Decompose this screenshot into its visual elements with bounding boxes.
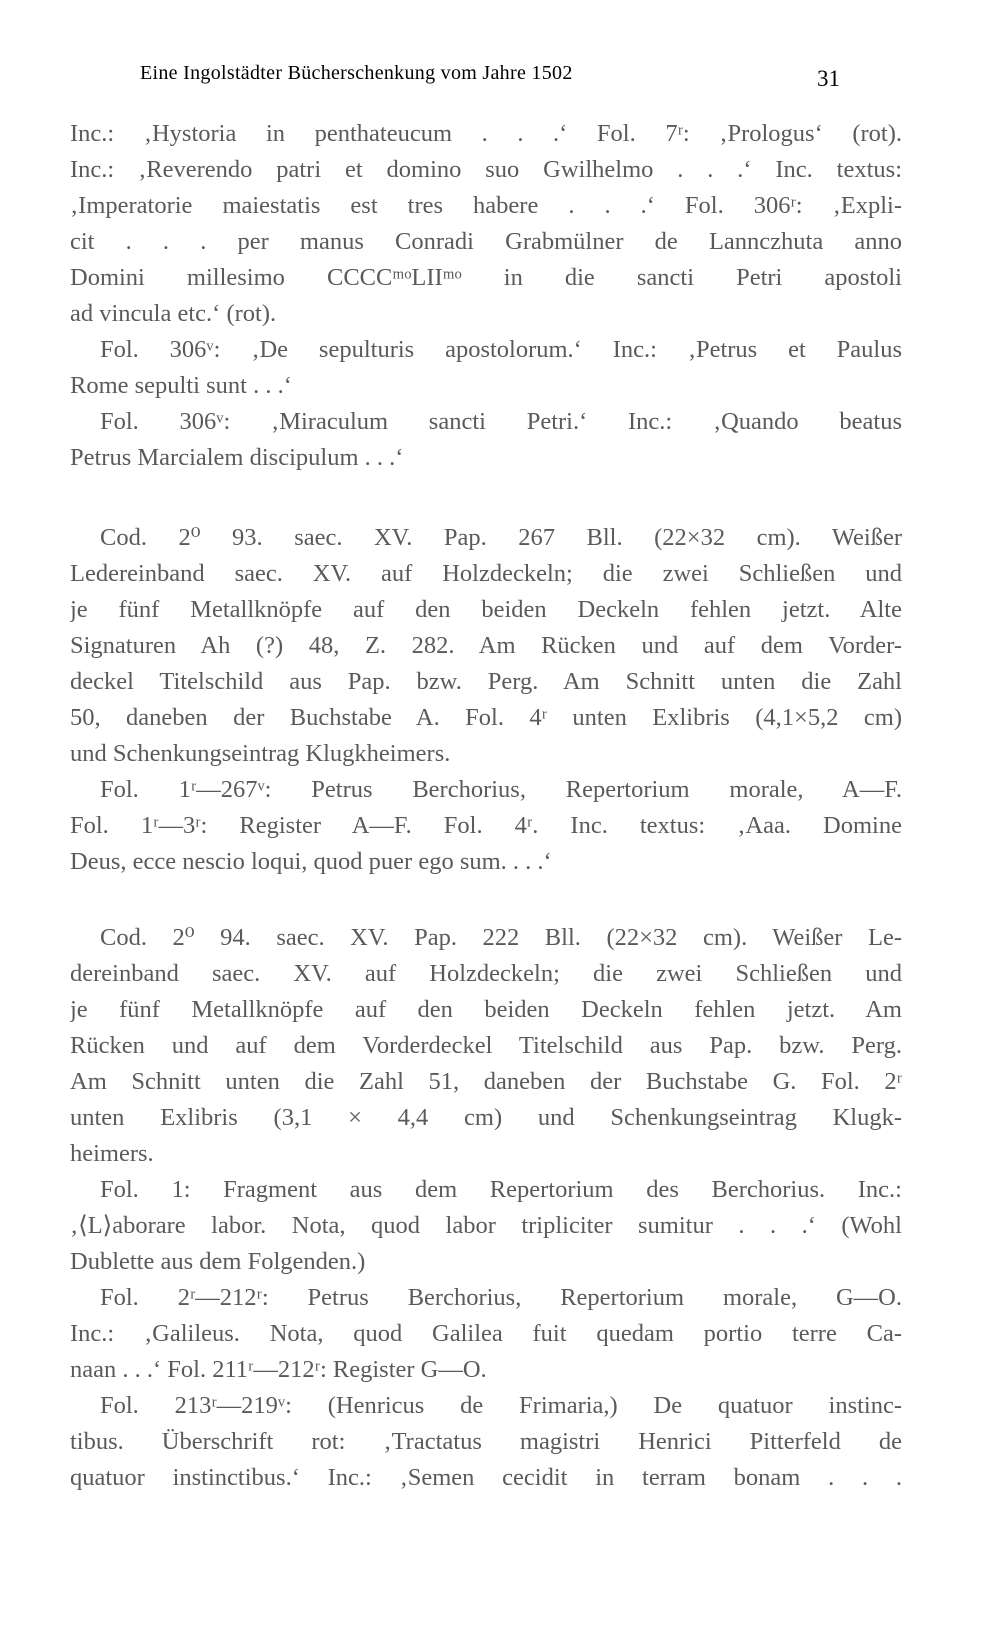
- text-line: Inc.: ‚Hystoria in penthateucum . . .‘ Fol. 7ʳ: ‚Prologus‘ (rot).: [70, 120, 902, 147]
- text-line: Inc.: ‚Reverendo patri et domino suo Gwilhelmo . . .‘ Inc. textus:: [70, 156, 902, 183]
- text-line: Fol. 1ʳ—267ᵛ: Petrus Berchorius, Repertorium morale, A—F.: [100, 776, 902, 803]
- text-line: tibus. Überschrift rot: ‚Tractatus magistri Henrici Pitterfeld de: [70, 1428, 902, 1455]
- text-line: Inc.: ‚Galileus. Nota, quod Galilea fuit quedam portio terre Ca-: [70, 1320, 902, 1347]
- text-line: Deus, ecce nescio loqui, quod puer ego sum. . . .‘: [70, 848, 552, 875]
- text-line: Rome sepulti sunt . . .‘: [70, 372, 292, 399]
- text-line: Fol. 213ʳ—219ᵛ: (Henricus de Frimaria,) De quatuor instinc-: [100, 1392, 902, 1419]
- running-header: [140, 62, 840, 98]
- text-line: ‚Imperatorie maiestatis est tres habere . . .‘ Fol. 306ʳ: ‚Expli-: [70, 192, 902, 219]
- text-line: 50, daneben der Buchstabe A. Fol. 4ʳ unten Exlibris (4,1×5,2 cm): [70, 704, 902, 731]
- text-line: Petrus Marcialem discipulum . . .‘: [70, 444, 404, 471]
- manuscript-entry-continuation: [70, 116, 902, 476]
- text-line: Ledereinband saec. XV. auf Holzdeckeln; die zwei Schließen und: [70, 560, 902, 587]
- text-line: naan . . .‘ Fol. 211ʳ—212ʳ: Register G—O.: [70, 1356, 487, 1383]
- text-line: Fol. 306ᵛ: ‚Miraculum sancti Petri.‘ Inc.: ‚Quando beatus: [100, 408, 902, 435]
- text-line: heimers.: [70, 1140, 154, 1167]
- text-line: Domini millesimo CCCCᵐᵒLIIᵐᵒ in die sancti Petri apostoli: [70, 264, 902, 291]
- text-line: Rücken und auf dem Vorderdeckel Titelschild aus Pap. bzw. Perg.: [70, 1032, 902, 1059]
- text-line: dereinband saec. XV. auf Holzdeckeln; die zwei Schließen und: [70, 960, 902, 987]
- text-line: Signaturen Ah (?) 48, Z. 282. Am Rücken und auf dem Vorder-: [70, 632, 902, 659]
- text-line: unten Exlibris (3,1 × 4,4 cm) und Schenkungseintrag Klugk-: [70, 1104, 902, 1131]
- text-line: Cod. 2⁰ 94. saec. XV. Pap. 222 Bll. (22×32 cm). Weißer Le-: [100, 924, 902, 951]
- text-line: deckel Titelschild aus Pap. bzw. Perg. Am Schnitt unten die Zahl: [70, 668, 902, 695]
- text-line: cit . . . per manus Conradi Grabmülner de Lannczhuta anno: [70, 228, 902, 255]
- text-line: Fol. 306ᵛ: ‚De sepulturis apostolorum.‘ Inc.: ‚Petrus et Paulus: [100, 336, 902, 363]
- text-line: ad vincula etc.‘ (rot).: [70, 300, 277, 327]
- text-line: Fol. 1: Fragment aus dem Repertorium des Berchorius. Inc.:: [100, 1176, 902, 1203]
- text-line: quatuor instinctibus.‘ Inc.: ‚Semen cecidit in terram bonam . . .: [70, 1464, 902, 1491]
- text-line: Cod. 2⁰ 93. saec. XV. Pap. 267 Bll. (22×32 cm). Weißer: [100, 524, 902, 551]
- running-title: Eine Ingolstädter Bücherschenkung vom Jahre 1502: [140, 62, 573, 84]
- text-line: Dublette aus dem Folgenden.): [70, 1248, 366, 1275]
- text-line: Fol. 2ʳ—212ʳ: Petrus Berchorius, Repertorium morale, G—O.: [100, 1284, 902, 1311]
- text-line: ‚⟨L⟩aborare labor. Nota, quod labor tripliciter sumitur . . .‘ (Wohl: [70, 1212, 902, 1239]
- text-line: Fol. 1ʳ—3ʳ: Register A—F. Fol. 4ʳ. Inc. textus: ‚Aaa. Domine: [70, 812, 902, 839]
- text-line: je fünf Metallknöpfe auf den beiden Deckeln fehlen jetzt. Alte: [70, 596, 902, 623]
- manuscript-entry-cod-94: [70, 920, 902, 1496]
- manuscript-entry-cod-93: [70, 520, 902, 880]
- text-line: je fünf Metallknöpfe auf den beiden Deckeln fehlen jetzt. Am: [70, 996, 902, 1023]
- page-number: 31: [817, 66, 840, 91]
- text-line: und Schenkungseintrag Klugkheimers.: [70, 740, 451, 767]
- text-line: Am Schnitt unten die Zahl 51, daneben der Buchstabe G. Fol. 2ʳ: [70, 1068, 902, 1095]
